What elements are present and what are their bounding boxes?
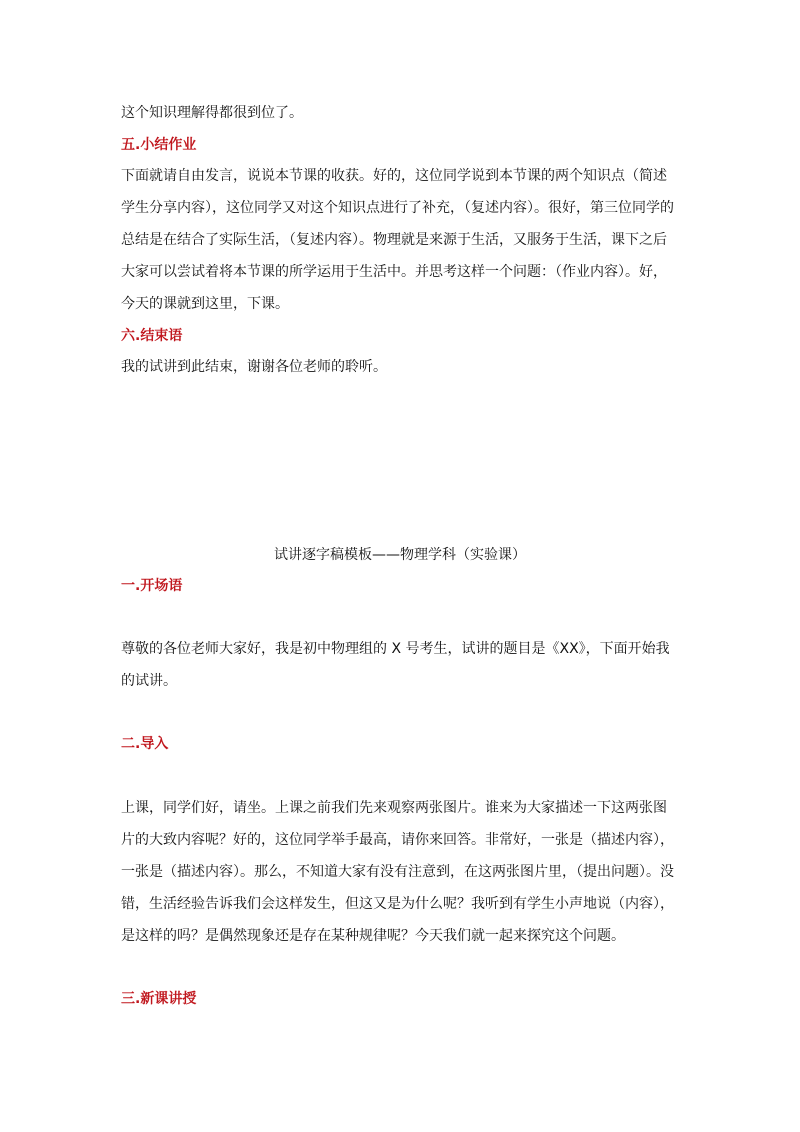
body-text-line: 上课，同学们好，请坐。上课之前我们先来观察两张图片。谁来为大家描述一下这两张图 [121,800,667,816]
section-heading-opening: 一.开场语 [121,578,183,594]
body-text-line: 下面就请自由发言，说说本节课的收获。好的，这位同学说到本节课的两个知识点（简述 [121,168,667,184]
document-title: 试讲逐字稿模板——物理学科（实验课） [274,547,526,563]
body-text-line: 学生分享内容），这位同学又对这个知识点进行了补充，（复述内容）。很好，第三位同学的 [121,200,674,216]
body-text-line: 片的大致内容呢？好的，这位同学举手最高，请你来回答。非常好，一张是（描述内容）， [121,832,674,848]
body-text-line: 是这样的吗？是偶然现象还是存在某种规律呢？今天我们就一起来探究这个问题。 [121,928,625,944]
body-text-line: 这个知识理解得都很到位了。 [121,105,303,121]
body-text-line: 大家可以尝试着将本节课的所学运用于生活中。并思考这样一个问题：（作业内容）。好， [121,264,667,280]
section-heading-introduction: 二.导入 [121,736,169,752]
body-text-line: 一张是（描述内容）。那么，不知道大家有没有注意到，在这两张图片里，（提出问题）。没 [121,864,674,880]
body-text-line: 错，生活经验告诉我们会这样发生，但这又是为什么呢？我听到有学生小声地说（内容）， [121,896,674,912]
body-text-line: 总结是在结合了实际生活，（复述内容）。物理就是来源于生活，又服务于生活，课下之后 [121,232,667,248]
body-text-line: 我的试讲到此结束，谢谢各位老师的聆听。 [121,359,387,375]
section-heading-summary: 五.小结作业 [121,137,197,153]
body-text-line: 的试讲。 [121,673,177,689]
section-heading-new-lesson: 三.新课讲授 [121,991,197,1007]
body-text-line: 今天的课就到这里，下课。 [121,296,289,312]
body-text-line: 尊敬的各位老师大家好，我是初中物理组的 X 号考生，试讲的题目是《XX》，下面开始我 [121,641,670,657]
section-heading-closing: 六.结束语 [121,328,183,344]
